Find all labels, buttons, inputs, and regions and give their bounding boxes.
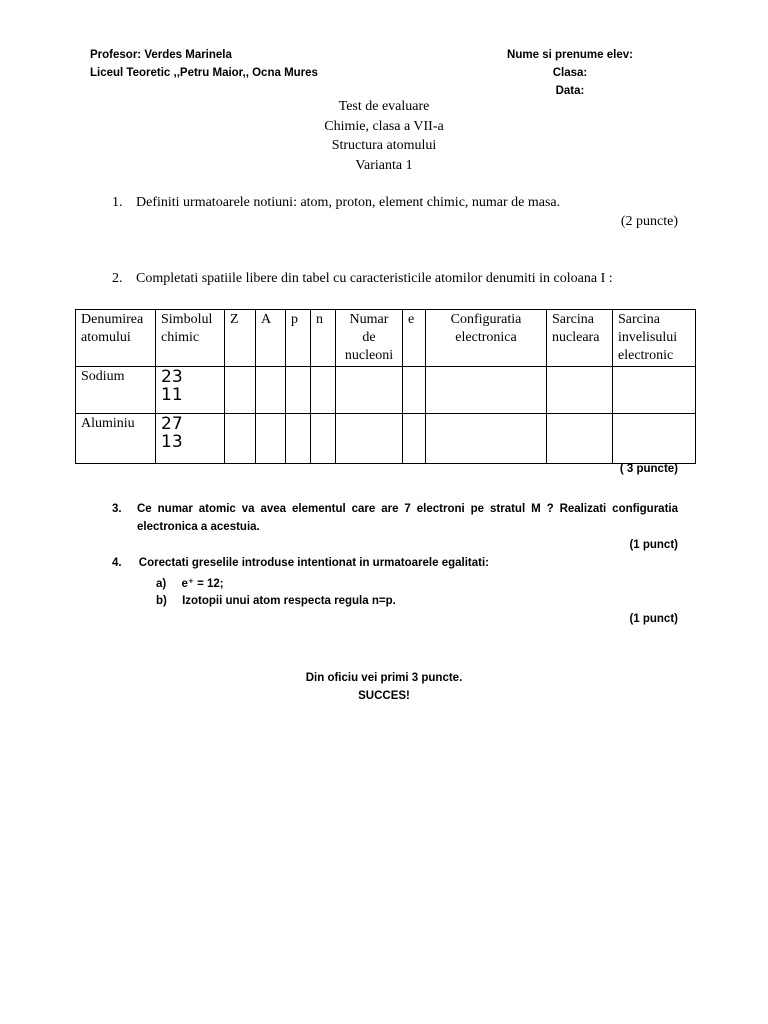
item-text: Izotopii unui atom respecta regula n=p. <box>182 595 396 607</box>
answer-cell[interactable] <box>225 414 256 464</box>
answer-cell[interactable] <box>613 414 696 464</box>
footer-success: SUCCES! <box>358 690 410 702</box>
header-nuclear-charge <box>547 310 613 367</box>
header-text: Configuratia <box>450 312 522 327</box>
question-text: Corectati greselile introduse intentionat in urmatoarele egalitati: <box>138 557 489 569</box>
atom-table <box>75 309 696 464</box>
answer-cell[interactable] <box>256 414 286 464</box>
teacher-name: Profesor: Verdes Marinela <box>90 49 232 61</box>
header-student-block <box>480 46 660 100</box>
mass-number: 27 <box>161 414 183 434</box>
item-label: a) <box>156 578 167 590</box>
school-name: Liceul Teoretic ,,Petru Maior,, Ocna Mures <box>90 67 318 79</box>
question-4-item-b <box>156 595 396 607</box>
header-text: nucleoni <box>344 348 394 363</box>
mass-number: 23 <box>161 367 183 387</box>
header-text: Sarcina <box>618 312 660 327</box>
atom-symbol <box>156 367 225 414</box>
header-nucleons <box>336 310 403 367</box>
table-row <box>76 414 696 464</box>
header-z: Z <box>225 310 256 367</box>
answer-cell[interactable] <box>225 367 256 414</box>
question-3-points: (1 punct) <box>629 539 678 551</box>
item-text: e⁺ = 12; <box>181 578 224 590</box>
answer-cell[interactable] <box>256 367 286 414</box>
header-text: electronica <box>455 330 517 345</box>
answer-cell[interactable] <box>613 367 696 414</box>
header-name <box>76 310 156 367</box>
table-header-row <box>76 310 696 367</box>
answer-cell[interactable] <box>547 414 613 464</box>
header-text: atomului <box>81 330 131 345</box>
header-text: Sarcina <box>552 312 594 327</box>
answer-cell[interactable] <box>336 367 403 414</box>
question-number: 4. <box>112 557 122 569</box>
question-1 <box>112 195 560 211</box>
question-text: Ce numar atomic va avea elementul care are 7 electroni pe stratul M ? Realizati configuratia electronica a acestuia. <box>137 503 678 533</box>
atomic-number: 11 <box>161 385 183 405</box>
table-row <box>76 367 696 414</box>
header-text: electronic <box>618 348 674 363</box>
header-shell-charge <box>613 310 696 367</box>
question-2-points: ( 3 puncte) <box>619 463 678 475</box>
test-title <box>0 97 768 175</box>
question-3 <box>112 500 678 536</box>
footer-note: Din oficiu vei primi 3 puncte. <box>305 672 463 684</box>
answer-cell[interactable] <box>426 414 547 464</box>
answer-cell[interactable] <box>403 414 426 464</box>
answer-cell[interactable] <box>426 367 547 414</box>
header-teacher-block <box>90 46 318 82</box>
student-name-label: Nume si prenume elev: <box>507 49 633 61</box>
answer-cell[interactable] <box>336 414 403 464</box>
question-number: 2. <box>112 271 123 286</box>
question-2 <box>112 271 613 287</box>
title-line: Varianta 1 <box>355 157 413 173</box>
header-a: A <box>256 310 286 367</box>
header-text: nucleara <box>552 330 600 345</box>
item-label: b) <box>156 595 167 607</box>
header-text: Numar <box>349 312 389 327</box>
question-4 <box>112 557 489 569</box>
title-line: Structura atomului <box>331 138 437 153</box>
question-4-item-a <box>156 576 224 590</box>
question-1-points: (2 puncte) <box>620 214 678 229</box>
answer-cell[interactable] <box>311 414 336 464</box>
title-line: Chimie, clasa a VII-a <box>324 118 444 134</box>
question-number: 3. <box>112 503 122 515</box>
header-p: p <box>286 310 311 367</box>
header-text: de <box>362 330 376 345</box>
header-n: n <box>311 310 336 367</box>
header-text: chimic <box>161 330 200 345</box>
title-line: Test de evaluare <box>338 99 430 114</box>
atom-name: Aluminiu <box>76 414 156 464</box>
atom-symbol <box>156 414 225 464</box>
question-text: Completati spatiile libere din tabel cu caracteristicile atomilor denumiti in coloana I : <box>136 271 613 286</box>
question-text: Definiti urmatoarele notiuni: atom, proton, element chimic, numar de masa. <box>136 195 561 210</box>
header-text: Denumirea <box>81 312 144 327</box>
atomic-number: 13 <box>161 432 183 452</box>
answer-cell[interactable] <box>547 367 613 414</box>
header-config <box>426 310 547 367</box>
question-number: 1. <box>112 195 123 210</box>
header-text: invelisului <box>618 330 678 345</box>
footer <box>0 669 768 705</box>
answer-cell[interactable] <box>286 414 311 464</box>
class-label: Clasa: <box>552 67 588 79</box>
answer-cell[interactable] <box>286 367 311 414</box>
question-4-points: (1 punct) <box>629 613 678 625</box>
header-e: e <box>403 310 426 367</box>
answer-cell[interactable] <box>403 367 426 414</box>
answer-cell[interactable] <box>311 367 336 414</box>
header-text: Simbolul <box>161 312 213 327</box>
atom-name: Sodium <box>76 367 156 414</box>
date-label: Data: <box>555 85 585 97</box>
header-symbol <box>156 310 225 367</box>
